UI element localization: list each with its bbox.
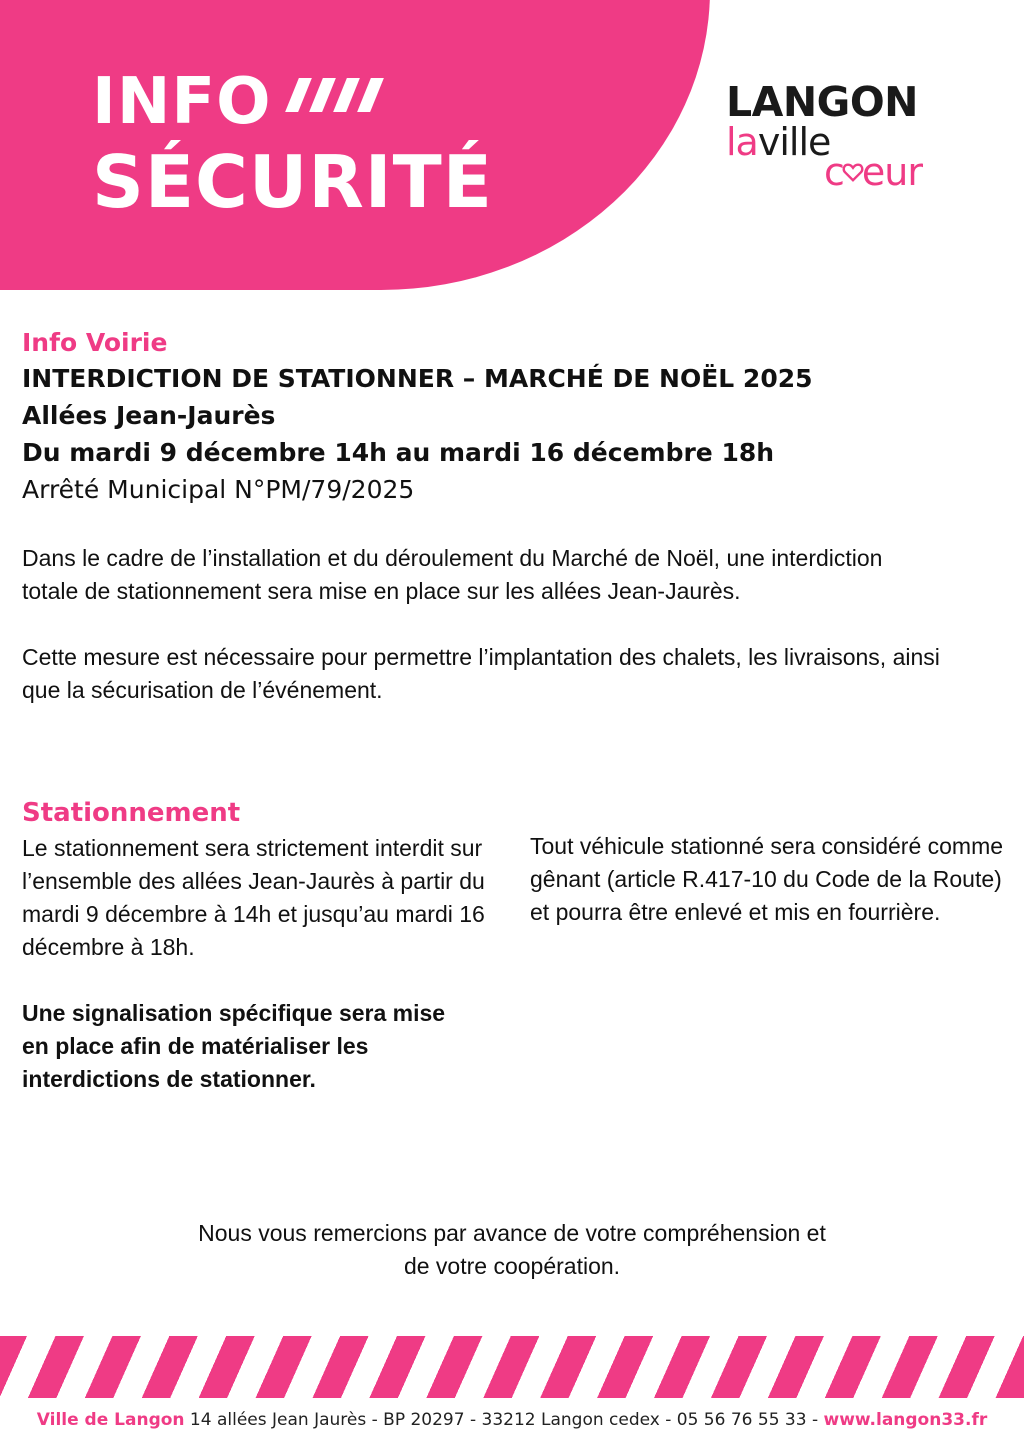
thanks-line-1: Nous vous remercions par avance de votre compréhension et (198, 1220, 826, 1246)
title-securite: SÉCURITÉ (92, 140, 493, 224)
stationnement-left-column (22, 832, 502, 1096)
footer (0, 1410, 1024, 1430)
logo-c: c (824, 150, 844, 194)
logo-ville: ville (757, 120, 831, 164)
footer-address: 14 allées Jean Jaurès - BP 20297 - 33212 Langon cedex - 05 56 76 55 33 - (184, 1410, 824, 1430)
heart-icon (842, 161, 864, 183)
notice-section (22, 326, 1002, 707)
logo-langon: LANGON (726, 78, 918, 126)
thanks-line-2: de votre coopération. (403, 1253, 621, 1279)
langon-logo (726, 78, 922, 194)
footer-website-link[interactable]: www.langon33.fr (823, 1410, 988, 1430)
category-heading: Info Voirie (22, 328, 168, 357)
stationnement-signalisation: Une signalisation spécifique sera mise en place afin de matérialiser les interdictions de stationner. (22, 1000, 446, 1092)
thanks-message (0, 1217, 1024, 1283)
decorative-ticks-icon (292, 78, 377, 112)
logo-coeur (824, 150, 922, 194)
decorative-stripes (0, 1336, 1024, 1398)
notice-paragraph-1: Dans le cadre de l’installation et du déroulement du Marché de Noël, une interdiction totale de stationnement sera mise en place sur les allées Jean-Jaurès. (22, 545, 883, 604)
stationnement-heading: Stationnement (22, 798, 241, 828)
logo-la: la (726, 120, 758, 164)
notice-dates: Du mardi 9 décembre 14h au mardi 16 décembre 18h (22, 438, 775, 467)
page-title (92, 65, 493, 224)
stationnement-section (22, 796, 1004, 1092)
notice-location: Allées Jean-Jaurès (22, 401, 276, 430)
stationnement-right-column (530, 830, 1010, 929)
notice-paragraph-2: Cette mesure est nécessaire pour permettre l’implantation des chalets, les livraisons, ainsi que la sécurisation de l’événement. (22, 644, 940, 703)
stationnement-fourriere: Tout véhicule stationné sera considéré comme gênant (article R.417-10 du Code de la Route) et pourra être enlevé et mis en fourrière. (530, 833, 1004, 925)
notice-arrete: Arrêté Municipal N°PM/79/2025 (22, 475, 415, 504)
logo-eur: eur (861, 150, 922, 194)
footer-org: Ville de Langon (36, 1410, 185, 1430)
notice-headline: INTERDICTION DE STATIONNER – MARCHÉ DE NOËL 2025 (22, 364, 813, 393)
stationnement-paragraph: Le stationnement sera strictement interdit sur l’ensemble des allées Jean-Jaurès à partir du mardi 9 décembre à 14h et jusqu’au mardi 16 décembre à 18h. (22, 835, 485, 960)
title-info: INFO (92, 65, 272, 139)
